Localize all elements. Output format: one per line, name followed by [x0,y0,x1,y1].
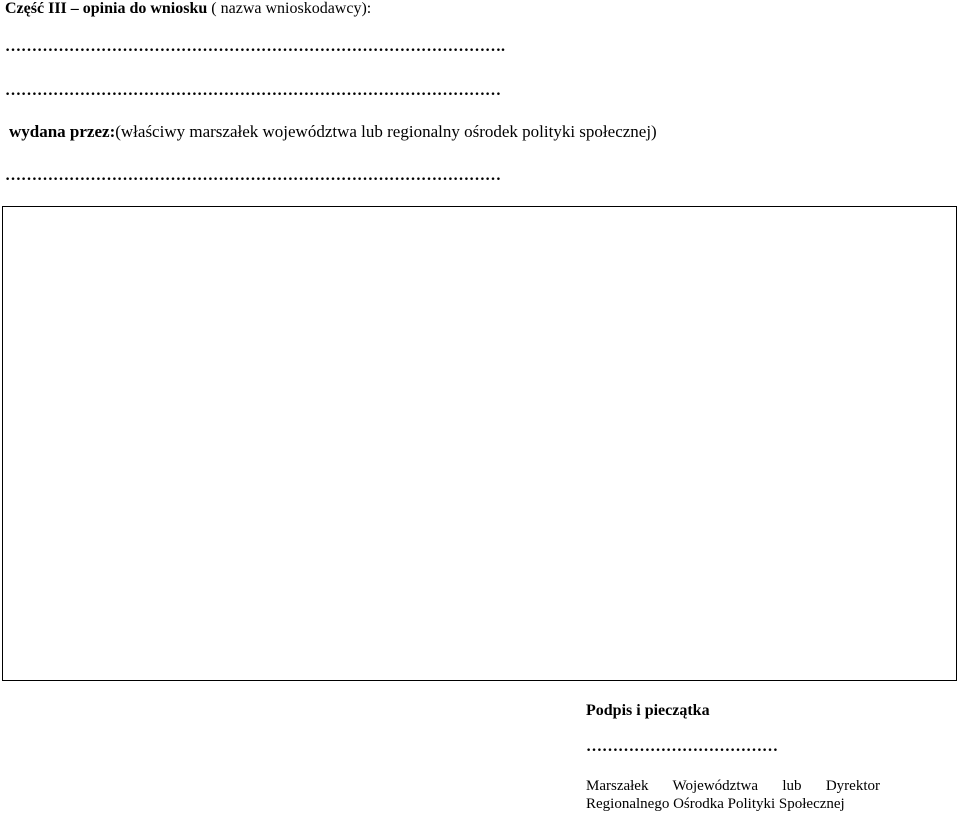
section-heading [5,0,371,18]
issuer-name-line[interactable]: ………………………………………………………………………………… [5,167,501,184]
applicant-name-line-1[interactable]: …………………………………………………………………………………. [5,38,505,55]
issued-by-line [9,122,657,142]
signatory-title-line-2: Regionalnego Ośrodka Polityki Społecznej [586,796,845,812]
issued-by-label: wydana przez: [9,122,116,141]
opinion-text-box[interactable] [2,206,957,681]
applicant-name-line-2[interactable]: ………………………………………………………………………………… [5,82,501,99]
issued-by-note: (właściwy marszałek województwa lub regionalny ośrodek polityki społecznej) [115,122,657,141]
signatory-title-line-1: Marszałek Województwa lub Dyrektor [586,778,880,794]
signature-line[interactable]: ……………………………… [586,738,778,755]
signature-label: Podpis i pieczątka [586,702,710,719]
section-heading-rest: ( nazwa wnioskodawcy): [207,0,372,17]
section-heading-bold: Część III – opinia do wniosku [5,0,208,17]
